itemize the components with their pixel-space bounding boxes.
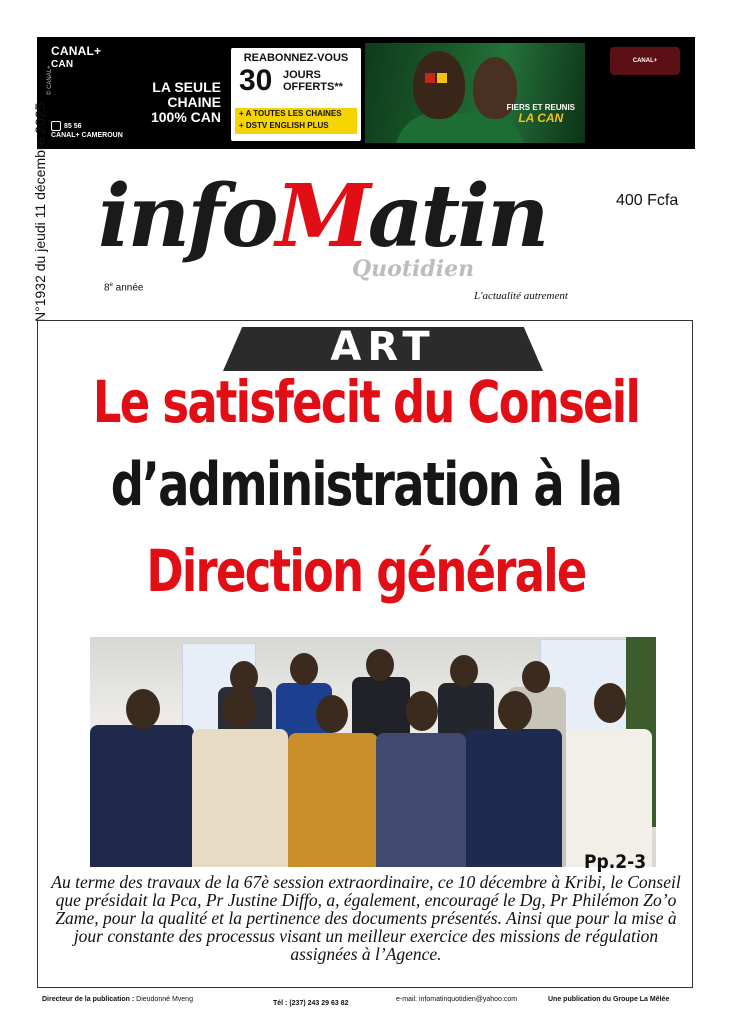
ad-offer-box [231, 48, 361, 141]
ad-photo-tag [507, 103, 575, 123]
person-back-5-head [522, 661, 550, 693]
offer-band-line2: + DSTV ENGLISH PLUS [239, 121, 329, 130]
face-paint-red [425, 73, 435, 83]
ad-vertical-text: © CANAL+ [47, 65, 53, 95]
offer-number: 30 [239, 64, 273, 97]
footer-telephone: Tél : (237) 243 29 63 82 [273, 1000, 349, 1007]
person-back-1-head [230, 661, 258, 693]
year-number: 8 [104, 282, 110, 294]
person-front-5 [466, 729, 562, 867]
year-word: année [112, 282, 144, 294]
person-front-2-head [222, 689, 256, 729]
person-front-4 [376, 733, 466, 867]
headline-line3[interactable]: Direction générale [146, 537, 586, 605]
footer-publisher: Une publication du Groupe La Mêlée [548, 996, 670, 1003]
ad-slogan-line1: LA SEULE CHAINE [152, 79, 221, 110]
footer-director [42, 996, 193, 1003]
tagline: L'actualité autrement [474, 290, 568, 302]
logo-a: a [367, 166, 421, 267]
offer-top-text: REABONNEZ-VOUS [243, 52, 349, 64]
person-front-1-head [126, 689, 160, 729]
logo-subtitle: Quotidien [352, 256, 475, 282]
group-photo[interactable] [90, 637, 656, 867]
ad-photo [365, 43, 585, 143]
person-back-2-head [290, 653, 318, 685]
canal-logo [51, 45, 101, 71]
person-back-3-head [366, 649, 394, 681]
publication-year [104, 282, 144, 293]
issue-date-vertical: N°1932 du jeudi 11 décembre 2025 [32, 102, 48, 322]
headline-line2[interactable]: d’administration à la [110, 450, 622, 520]
advertisement-banner[interactable] [37, 37, 695, 149]
face-paint-yellow [437, 73, 447, 83]
price: 400 Fcfa [616, 192, 679, 209]
ad-photo-jersey [395, 113, 525, 143]
newspaper-logo[interactable] [98, 166, 547, 267]
main-story-box [37, 320, 693, 988]
ad-slogan [97, 80, 221, 125]
logo-tin: tin [420, 166, 547, 267]
logo-info: info [98, 166, 276, 267]
canal-brand: CANAL+ [51, 44, 102, 58]
ad-phone-number: 85 56 [64, 122, 82, 130]
ad-photo-tag-line2: LA CAN [518, 111, 564, 125]
footer-director-label: Directeur de la publication : [42, 996, 137, 1003]
phone-icon [51, 121, 61, 131]
ad-slogan-line2: 100% CAN [150, 109, 221, 125]
offer-offerts-word: OFFERTS** [283, 81, 343, 93]
kicker-text: ART [330, 324, 436, 370]
ad-photo-tag-line1: FIERS ET REUNIS [506, 103, 575, 112]
ad-phone [51, 121, 123, 140]
year-sup: e [109, 282, 113, 288]
person-front-3-head [316, 695, 348, 733]
canal-brand-sub: CAN [51, 59, 74, 70]
headline-line1[interactable]: Le satisfecit du Conseil [92, 368, 640, 436]
offer-band-line1: + A TOUTES LES CHAINES [239, 109, 342, 118]
offer-jours [283, 69, 343, 93]
logo-m: M [275, 166, 368, 267]
footer-email[interactable]: e-mail: infomatinquotidien@yahoo.com [396, 996, 518, 1003]
person-front-5-head [498, 691, 532, 731]
person-front-2 [192, 729, 288, 867]
ad-phone-sub: CANAL+ CAMEROUN [51, 132, 123, 139]
story-caption: Au terme des travaux de la 67è session extraordinaire, ce 10 décembre à Kribi, le Conseil que présidait la Pca, Pr Justine Diffo, a, également, encouragé le Dg, Pr Philémon Zo’o Zame, pour la qualité et la pertinence des documents présentés. Ainsi que pour la mise à jour constante des processus visant un meilleur exercice des missions de régulation assignées à l’Agence. [51, 872, 681, 964]
offer-jours-word: JOURS [283, 69, 321, 81]
offer-band [235, 108, 357, 134]
person-front-6 [566, 729, 652, 867]
ad-badge-logo: CANAL+ [610, 47, 680, 75]
person-front-4-head [406, 691, 438, 731]
person-back-4-head [450, 655, 478, 687]
person-front-6-head [594, 683, 626, 723]
person-front-3 [288, 733, 378, 867]
ad-photo-person-1 [413, 51, 465, 119]
page-reference[interactable]: Pp.2-3 [584, 851, 647, 873]
footer-director-name: Dieudonné Mveng [136, 996, 193, 1003]
ad-brand-panel [37, 37, 227, 149]
person-front-1 [90, 725, 194, 867]
